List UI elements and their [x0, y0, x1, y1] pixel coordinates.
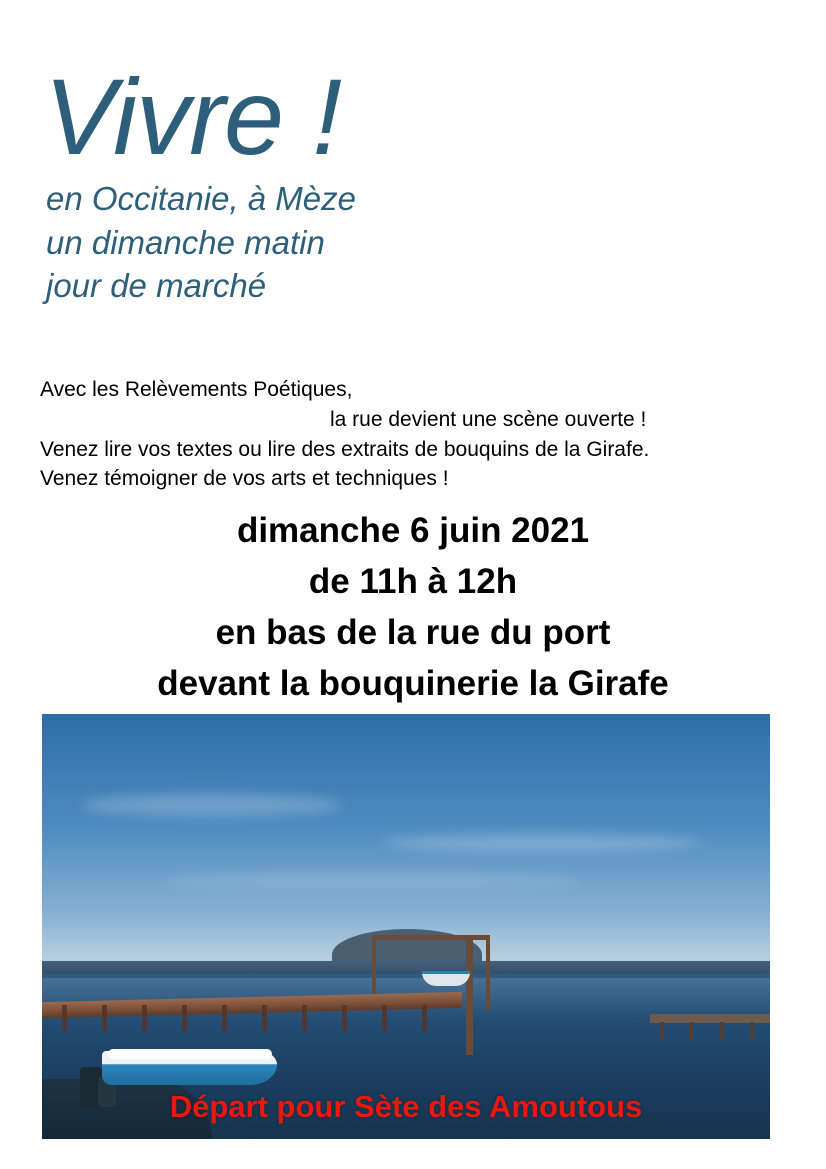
event-time: de 11h à 12h — [308, 562, 518, 602]
photo-moored-boat — [102, 1041, 277, 1087]
photo-harbour — [42, 714, 770, 1139]
photo-distant-boat — [422, 971, 470, 986]
photo-right-pier-legs — [650, 1022, 764, 1042]
photo-cloud — [162, 874, 582, 888]
photo-cloud — [382, 834, 702, 852]
subtitle-line-2: un dimanche matin — [46, 223, 325, 261]
subtitle-line-1: en Occitanie, à Mèze — [46, 180, 356, 218]
photo-wooden-post — [466, 935, 473, 1055]
title-block — [44, 56, 784, 308]
photo-caption: Départ pour Sète des Amoutous — [169, 1089, 643, 1124]
event-location-street: en bas de la rue du port — [215, 613, 611, 653]
subtitle-block — [44, 177, 784, 308]
event-location-venue: devant la bouquinerie la Girafe — [157, 664, 669, 704]
page-title: Vivre ! — [44, 56, 342, 177]
body-line-1: Avec les Relèvements Poétiques, — [40, 378, 353, 401]
photo-boat-rim — [108, 1049, 272, 1059]
body-block — [40, 375, 800, 494]
event-details — [0, 505, 826, 709]
photo-cloud — [82, 794, 342, 816]
photo-pier-legs — [42, 1005, 462, 1035]
subtitle-line-3: jour de marché — [46, 267, 267, 305]
body-line-3: Venez lire vos textes ou lire des extraits de bouquins de la Girafe. — [40, 437, 650, 461]
body-line-4: Venez témoigner de vos arts et techniques ! — [40, 467, 449, 491]
event-date: dimanche 6 juin 2021 — [236, 511, 590, 550]
body-line-2: la rue devient une scène ouverte ! — [330, 407, 647, 431]
